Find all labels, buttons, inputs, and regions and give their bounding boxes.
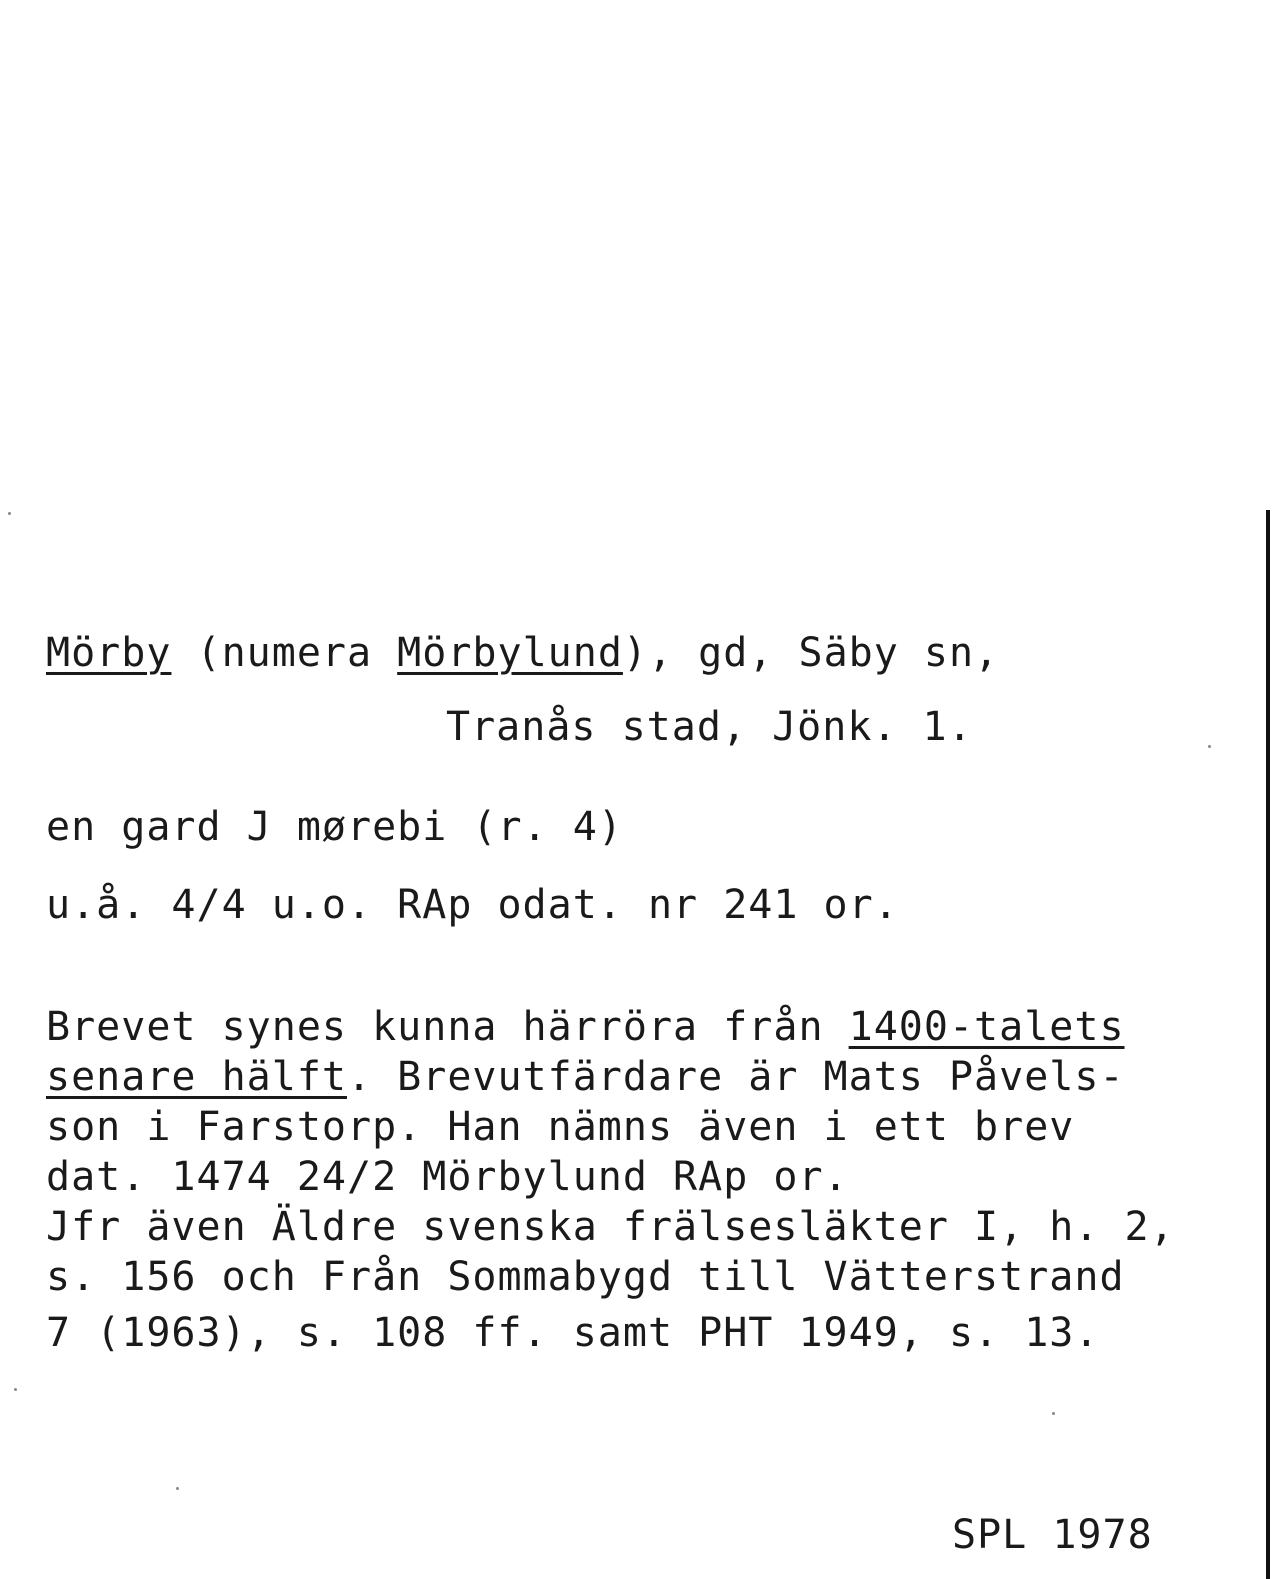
body-l1-text: Brevet synes kunna härröra från [46,1004,849,1050]
body-line-1 [46,1002,1125,1052]
heading-rest: ), gd, Säby sn, [622,630,1000,676]
body-line-7: 7 (1963), s. 108 ff. samt PHT 1949, s. 13. [46,1310,1100,1356]
body-line-6: s. 156 och Från Sommabygd till Vätterstrand [46,1254,1125,1300]
form-word: mørebi [296,804,448,850]
source-line: u.å. 4/4 u.o. RAp odat. nr 241 or. [46,882,899,928]
heading-line [46,628,999,678]
form-line [46,802,623,852]
signature: SPL 1978 [952,1512,1153,1558]
speck [8,512,11,515]
body-l2-text: . Brevutfärdare är Mats Påvels- [346,1054,1125,1100]
card-edge-line [1266,510,1270,1579]
body-line-3: son i Farstorp. Han nämns även i ett brev [46,1104,1075,1150]
place-name: Mörby [46,630,172,676]
heading-paren: (numera [171,630,398,676]
speck [1052,1412,1055,1415]
body-l1-underlined: 1400-talets [848,1004,1125,1050]
form-ref: (r. 4) [447,804,623,850]
alt-place-name: Mörbylund [397,630,623,676]
body-line-5: Jfr även Äldre svenska frälsesläkter I, h. 2, [46,1204,1175,1250]
speck [14,1388,17,1391]
speck [176,1487,179,1490]
body-line-4: dat. 1474 24/2 Mörbylund RAp or. [46,1154,849,1200]
location-line: Tranås stad, Jönk. 1. [446,704,973,750]
body-line-2 [46,1052,1125,1102]
speck [1208,745,1211,748]
body-l2-underlined: senare hälft [46,1054,347,1100]
form-prefix: en gard J [46,804,297,850]
